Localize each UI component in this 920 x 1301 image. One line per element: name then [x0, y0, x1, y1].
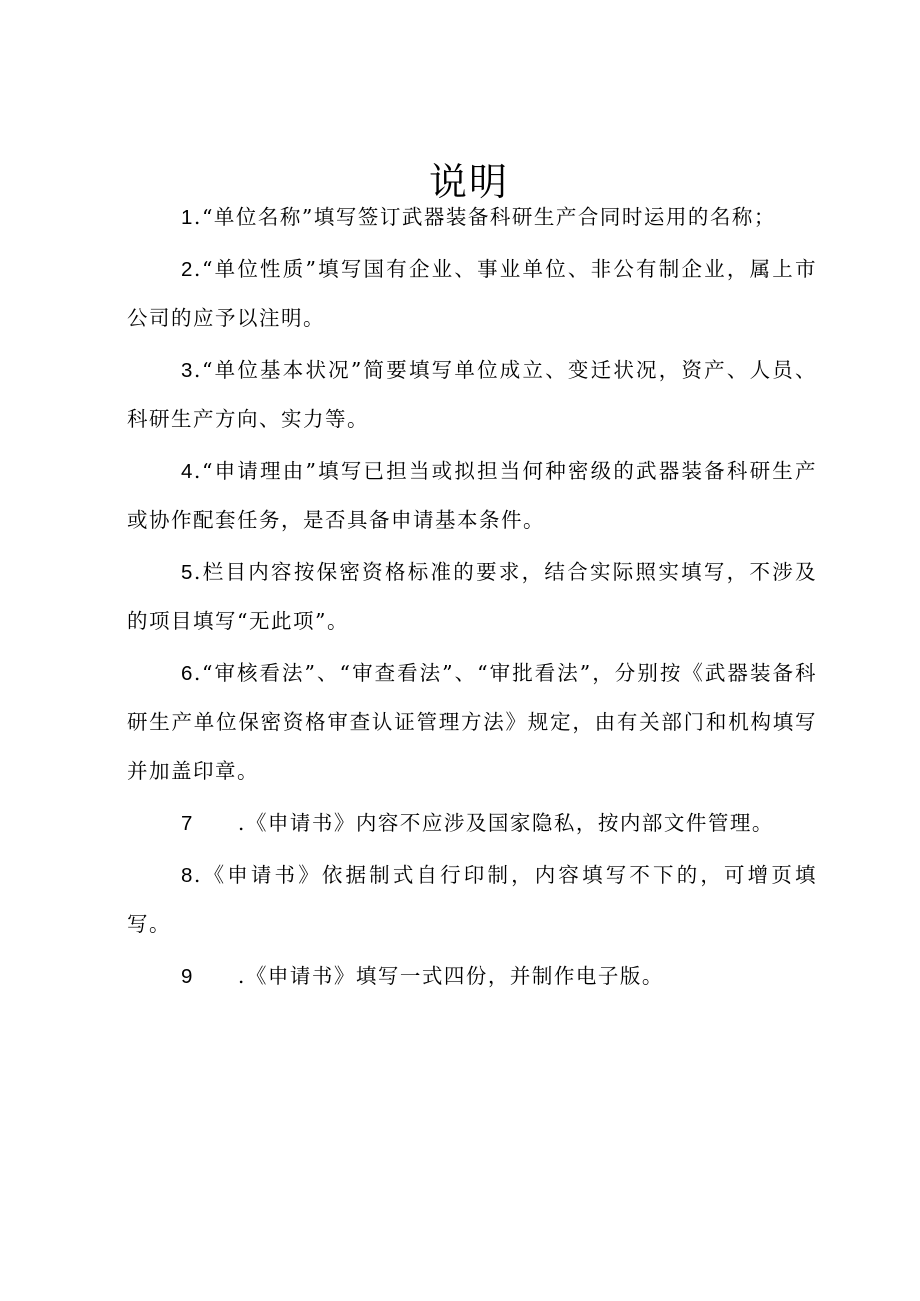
- item-separator: .: [193, 863, 202, 887]
- item-number: 2: [181, 258, 194, 281]
- item-text: 《申请书》依据制式自行印制，内容填写不下的，可增页填写。: [127, 863, 817, 936]
- item-text: “单位基本状况”简要填写单位成立、变迁状况，资产、人员、科研生产方向、实力等。: [127, 358, 817, 431]
- instruction-item-7: [127, 799, 817, 848]
- item-separator: .: [193, 661, 202, 685]
- page-title: 说明: [428, 160, 509, 205]
- item-separator: .: [193, 560, 202, 584]
- instruction-item-6: [127, 649, 817, 796]
- item-separator: .: [193, 358, 202, 382]
- item-number: 7: [181, 812, 194, 835]
- instruction-item-3: [127, 346, 817, 444]
- item-number: 1: [181, 206, 194, 229]
- item-number: 9: [181, 965, 194, 988]
- item-separator: .: [193, 205, 202, 229]
- item-separator: .: [193, 257, 202, 281]
- instruction-item-1: [127, 193, 817, 242]
- item-text: 《申请书》内容不应涉及国家隐私，按内部文件管理。: [245, 811, 774, 835]
- instructions-list: [127, 193, 817, 1004]
- instruction-item-9: [127, 952, 817, 1001]
- item-number: 5: [181, 561, 194, 584]
- item-separator: .: [237, 964, 246, 988]
- item-separator: .: [237, 811, 246, 835]
- item-separator: .: [193, 459, 202, 483]
- item-text: 《申请书》填写一式四份，并制作电子版。: [245, 964, 664, 988]
- item-text: “申请理由”填写已担当或拟担当何种密级的武器装备科研生产或协作配套任务，是否具备申请基本条件。: [127, 459, 817, 532]
- item-text: “单位名称”填写签订武器装备科研生产合同时运用的名称；: [201, 205, 776, 229]
- instruction-item-2: [127, 245, 817, 343]
- instruction-item-4: [127, 447, 817, 545]
- instruction-item-5: [127, 548, 817, 646]
- item-text: “审核看法”、“审查看法”、“审批看法”，分别按《武器装备科研生产单位保密资格审查认证管理方法》规定，由有关部门和机构填写并加盖印章。: [127, 661, 817, 783]
- item-number: 3: [181, 359, 194, 382]
- item-number: 6: [181, 662, 194, 685]
- instruction-item-8: [127, 851, 817, 949]
- item-number: 8: [181, 864, 194, 887]
- item-number: 4: [181, 460, 194, 483]
- item-text: “单位性质”填写国有企业、事业单位、非公有制企业，属上市公司的应予以注明。: [127, 257, 817, 330]
- item-text: 栏目内容按保密资格标准的要求，结合实际照实填写，不涉及的项目填写“无此项”。: [127, 560, 817, 633]
